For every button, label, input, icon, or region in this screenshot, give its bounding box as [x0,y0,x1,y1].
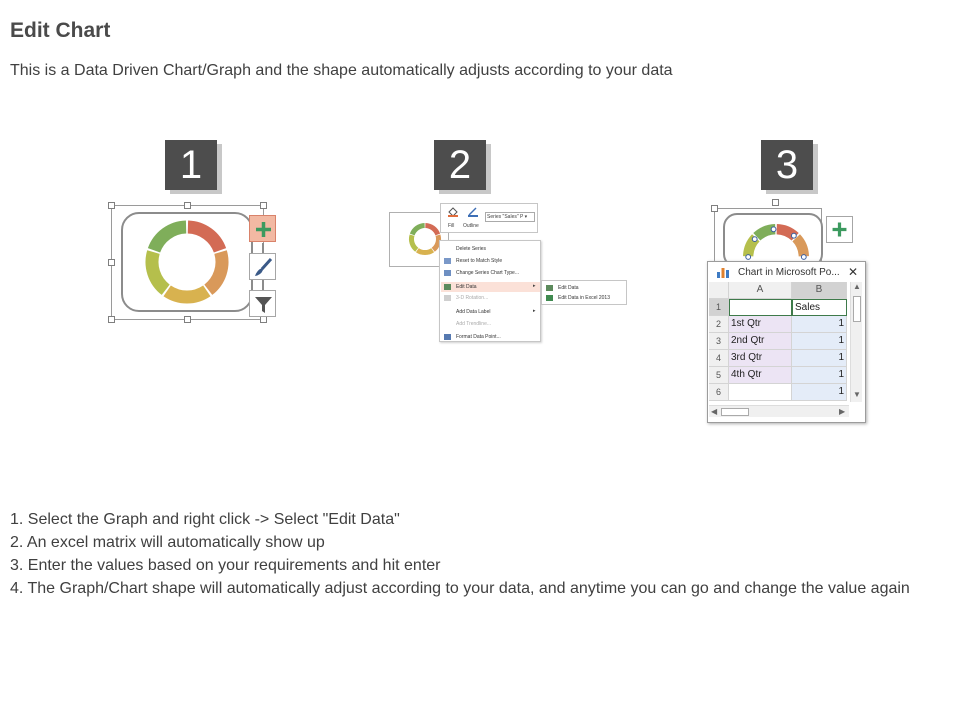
donut-segment[interactable] [411,235,416,250]
scroll-down-icon[interactable]: ▼ [853,390,861,399]
donut-segment[interactable] [425,225,437,234]
menu-item-reset-style[interactable]: Reset to Match Style [456,258,503,264]
point-marker[interactable] [771,227,776,232]
donut-segment[interactable] [208,252,222,290]
donut-chart-mini[interactable] [408,222,442,256]
vertical-scrollbar[interactable] [850,282,862,402]
edit-data-icon [546,285,553,291]
point-marker[interactable] [752,237,757,242]
cell-b[interactable]: 1 [792,333,847,350]
row-header[interactable]: 4 [709,350,729,367]
instruction-step-1: 1. Select the Graph and right click -> Select "Edit Data" [10,511,400,528]
donut-segment[interactable] [433,235,438,250]
plus-icon [827,217,852,242]
fill-label[interactable]: Fill [448,223,455,229]
cell-a[interactable]: 1st Qtr [729,316,792,333]
series-select-value: Series "Sales" P [487,214,524,220]
menu-item-format-data-point[interactable]: Format Data Point... [456,334,501,340]
excel-window [707,261,866,423]
instruction-step-3: 3. Enter the values based on your requirements and hit enter [10,557,441,574]
cell-a[interactable]: 4th Qtr [729,367,792,384]
menu-item-edit-data[interactable]: Edit Data [456,284,477,290]
point-marker[interactable] [801,255,806,260]
brush-icon [250,254,277,281]
resize-handle[interactable] [184,202,191,209]
resize-handle[interactable] [260,202,267,209]
resize-handle[interactable] [711,205,718,212]
chart-styles-button[interactable] [249,253,276,280]
cell-b[interactable]: Sales [792,299,847,316]
scroll-left-icon[interactable]: ◀ [711,407,718,416]
donut-segment[interactable] [188,227,220,250]
step-badge-1: 1 [165,140,217,190]
scroll-up-icon[interactable]: ▲ [853,282,861,291]
scroll-thumb[interactable] [853,296,861,322]
outline-label[interactable]: Outline [463,223,479,229]
donut-segment[interactable] [154,227,186,250]
horizontal-scrollbar[interactable] [709,405,849,417]
row-header[interactable]: 6 [709,384,729,401]
outline-icon[interactable] [467,207,479,217]
format-point-icon [444,334,451,340]
cell-a[interactable] [729,384,792,401]
edit-data-submenu [541,280,627,305]
cell-b[interactable]: 1 [792,316,847,333]
cell-b[interactable]: 1 [792,384,847,401]
resize-handle[interactable] [184,316,191,323]
excel-window-title: Chart in Microsoft Po... [738,267,840,278]
add-chart-element-button[interactable] [826,216,853,243]
rotation-icon [444,295,451,301]
point-marker[interactable] [746,255,751,260]
scroll-thumb-h[interactable] [721,408,749,416]
cell-b[interactable]: 1 [792,350,847,367]
resize-handle[interactable] [108,316,115,323]
menu-item-change-chart-type[interactable]: Change Series Chart Type... [456,270,519,276]
chart-filters-button[interactable] [249,290,276,317]
close-icon[interactable]: ✕ [848,265,859,279]
menu-item-3d-rotation: 3-D Rotation... [456,295,489,301]
plus-icon [250,216,277,243]
submenu-arrow-icon: ▸ [533,283,536,289]
column-header-b[interactable]: B [792,282,847,299]
page-subtitle: This is a Data Driven Chart/Graph and the shape automatically adjusts according to your data [10,62,673,79]
corner-cell [709,282,729,299]
column-header-a[interactable]: A [729,282,792,299]
step-badge-2: 2 [434,140,486,190]
instructions-list [10,508,945,600]
fill-icon[interactable] [447,207,459,217]
reset-style-icon [444,258,451,264]
scroll-right-icon[interactable]: ▶ [839,407,846,416]
filter-icon [250,291,277,318]
donut-segment[interactable] [412,225,424,234]
instruction-step-4: 4. The Graph/Chart shape will automatically adjust according to your data, and anytime you can go and change the value again [10,580,910,597]
resize-handle[interactable] [772,199,779,206]
donut-segment[interactable] [167,291,207,297]
chart-type-icon [444,270,451,276]
point-marker[interactable] [791,233,796,238]
menu-item-delete-series[interactable]: Delete Series [456,246,487,252]
add-chart-element-button[interactable] [249,215,276,242]
mini-toolbar [440,203,538,233]
cell-a[interactable]: 3rd Qtr [729,350,792,367]
submenu-item-edit-in-excel[interactable]: Edit Data in Excel 2013 [558,295,610,301]
cell-a[interactable] [729,299,792,316]
menu-item-add-trendline: Add Trendline... [456,321,492,327]
donut-segment[interactable] [417,250,432,252]
row-header[interactable]: 1 [709,299,729,316]
donut-segment[interactable] [152,252,166,290]
submenu-item-edit-data[interactable]: Edit Data [558,285,579,291]
resize-handle[interactable] [108,202,115,209]
page-title: Edit Chart [10,19,111,42]
menu-item-add-data-label[interactable]: Add Data Label [456,309,491,315]
resize-handle[interactable] [108,259,115,266]
donut-chart[interactable] [143,218,231,306]
submenu-arrow-icon: ▸ [533,308,536,314]
edit-data-icon [444,284,451,290]
cell-b[interactable]: 1 [792,367,847,384]
cell-a[interactable]: 2nd Qtr [729,333,792,350]
excel-icon [546,295,553,301]
step-badge-3: 3 [761,140,813,190]
context-menu [439,240,541,342]
row-header[interactable]: 2 [709,316,729,333]
row-header[interactable]: 5 [709,367,729,384]
chart-icon [716,267,730,278]
row-header[interactable]: 3 [709,333,729,350]
series-select[interactable]: Series "Sales" P ▾ [485,212,535,222]
instruction-step-2: 2. An excel matrix will automatically show up [10,534,325,551]
